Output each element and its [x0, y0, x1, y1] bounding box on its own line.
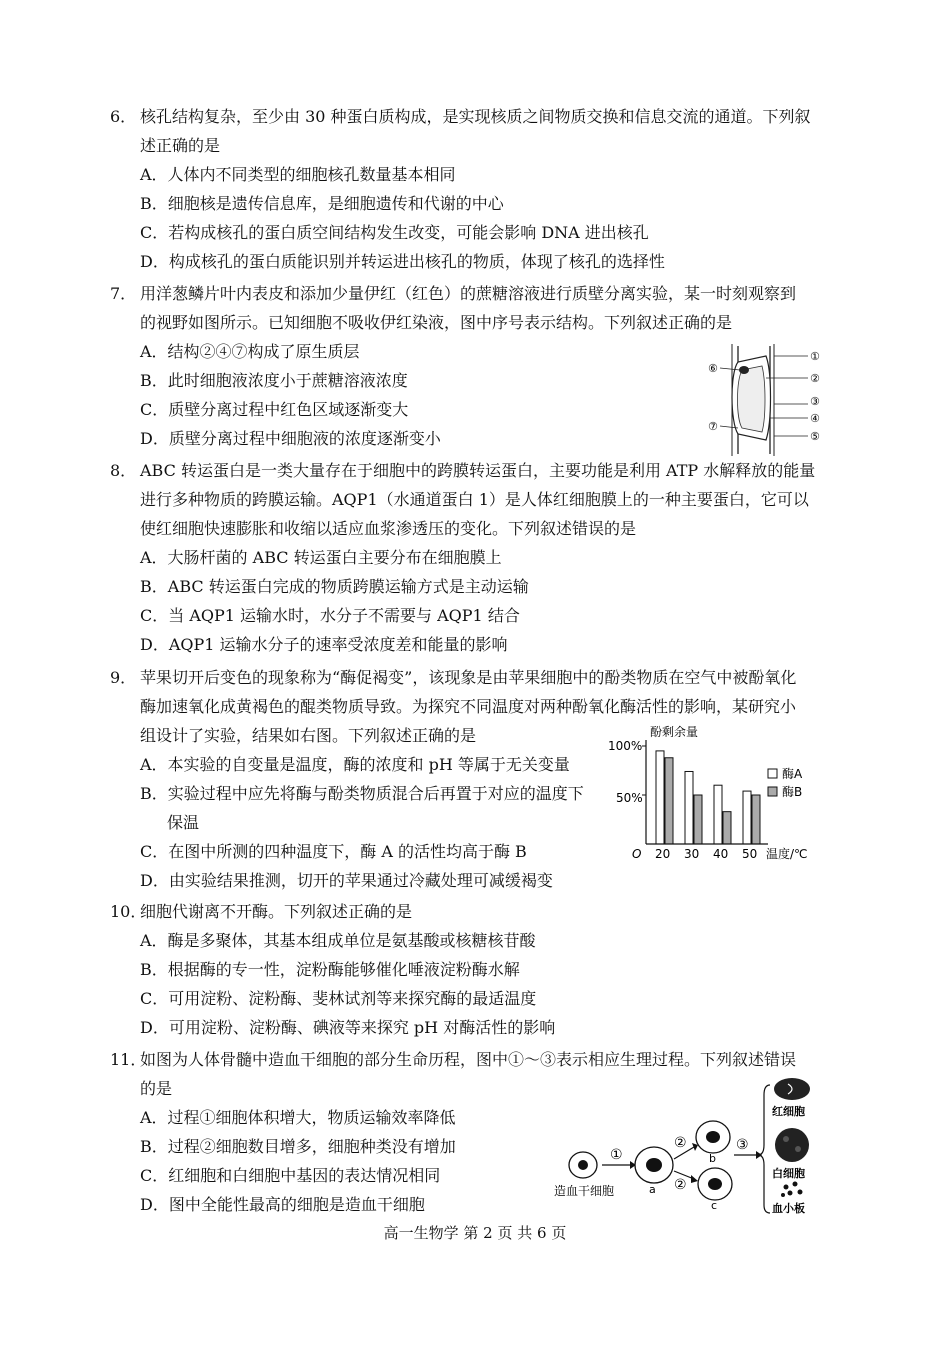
- bar-b-30: [694, 795, 702, 844]
- option-6c: C．若构成核孔的蛋白质空间结构发生改变，可能会影响 DNA 进出核孔: [140, 223, 649, 242]
- fig7-label-7: ⑦: [708, 420, 718, 433]
- bar-a-40: [714, 785, 722, 844]
- option-10c: C．可用淀粉、淀粉酶、斐林试剂等来探究酶的最适温度: [140, 989, 537, 1008]
- legend-label-b: 酶B: [782, 785, 803, 799]
- bar-b-50: [752, 795, 760, 844]
- chart-ylabel: 酚剩余量: [650, 725, 699, 739]
- wbc-image: [775, 1128, 809, 1162]
- legend-swatch-b: [768, 787, 777, 796]
- x-tick-50: 50: [742, 847, 758, 861]
- fig7-label-1: ①: [810, 350, 820, 363]
- option-8d: D．AQP1 运输水分子的速率受浓度差和能量的影响: [140, 635, 508, 654]
- option-11d: D．图中全能性最高的细胞是造血干细胞: [140, 1195, 425, 1214]
- rbc-label: 红细胞: [772, 1105, 805, 1118]
- option-8c: C．当 AQP1 运输水时，水分子不需要与 AQP1 结合: [140, 606, 520, 625]
- x-tick-30: 30: [684, 847, 700, 861]
- stem-cell-label: 造血干细胞: [554, 1184, 615, 1198]
- question-11-stem: 11．如图为人体骨髓中造血干细胞的部分生命历程，图中①～③表示相应生理过程。下列叙述错误: [110, 1050, 797, 1069]
- fig7-label-5: ⑤: [810, 430, 820, 443]
- option-9a: A．本实验的自变量是温度，酶的浓度和 pH 等属于无关变量: [140, 755, 570, 774]
- process-2b-label: ②: [674, 1177, 687, 1193]
- chart-ytick-50: 50%: [616, 791, 643, 805]
- option-11a: A．过程①细胞体积增大，物质运输效率降低: [140, 1108, 456, 1127]
- fig7-label-2: ②: [810, 372, 820, 385]
- enzyme-chart: [608, 720, 823, 865]
- cell-a-label: a: [649, 1183, 656, 1196]
- question-6-stem: 6． 核孔结构复杂，至少由 30 种蛋白质构成，是实现核质之间物质交换和信息交流的通道。下列叙: [110, 107, 811, 126]
- platelets-label: 血小板: [772, 1202, 805, 1215]
- process-3-label: ③: [736, 1137, 749, 1153]
- option-6d: D．构成核孔的蛋白质能识别并转运进出核孔的物质，体现了核孔的选择性: [140, 252, 665, 271]
- option-6a: A．人体内不同类型的细胞核孔数量基本相同: [140, 165, 456, 184]
- bar-a-30: [685, 771, 693, 844]
- option-8b: B．ABC 转运蛋白完成的物质跨膜运输方式是主动运输: [140, 577, 529, 596]
- fig7-label-3: ③: [810, 395, 820, 408]
- option-9b: B．实验过程中应先将酶与酚类物质混合后再置于对应的温度下: [140, 784, 584, 803]
- chart-origin: O: [632, 847, 642, 861]
- cell-b-label: b: [709, 1152, 716, 1165]
- brace: [758, 1085, 770, 1213]
- question-9-stem-cont2: 组设计了实验，结果如右图。下列叙述正确的是: [140, 726, 477, 745]
- option-7c: C．质壁分离过程中红色区域逐渐变大: [140, 400, 409, 419]
- question-6: [110, 102, 830, 276]
- chart-ytick-100: 100%: [608, 739, 643, 753]
- option-7d: D．质壁分离过程中细胞液的浓度逐渐变小: [140, 429, 441, 448]
- bar-a-50: [743, 791, 751, 844]
- option-10d: D．可用淀粉、淀粉酶、碘液等来探究 pH 对酶活性的影响: [140, 1018, 556, 1037]
- option-10b: B．根据酶的专一性，淀粉酶能够催化唾液淀粉酶水解: [140, 960, 520, 979]
- option-6b: B．细胞核是遗传信息库，是细胞遗传和代谢的中心: [140, 194, 504, 213]
- bar-b-20: [665, 758, 673, 844]
- process-2a-label: ②: [674, 1135, 687, 1151]
- option-9b-cont: 保温: [167, 813, 200, 832]
- question-11-stem-cont: 的是: [140, 1079, 173, 1098]
- question-9-stem: 9． 苹果切开后变色的现象称为“酶促褐变”，该现象是由苹果细胞中的酚类物质在空气中被酚氧化: [110, 668, 797, 687]
- plasmolysis-figure: [708, 342, 828, 460]
- option-7a: A．结构②④⑦构成了原生质层: [140, 342, 360, 361]
- question-7-stem: 7． 用洋葱鳞片叶内表皮和添加少量伊红（红色）的蔗糖溶液进行质壁分离实验，某一时刻观察到: [110, 284, 797, 303]
- option-9d: D．由实验结果推测，切开的苹果通过冷藏处理可减缓褐变: [140, 871, 553, 890]
- question-8: [110, 456, 830, 659]
- question-10-stem: 10．细胞代谢离不开酶。下列叙述正确的是: [110, 902, 413, 921]
- question-8-stem-cont1: 进行多种物质的跨膜运输。AQP1（水通道蛋白 1）是人体红细胞膜上的一种主要蛋白，它可以: [140, 490, 809, 509]
- question-7-stem-cont: 的视野如图所示。已知细胞不吸收伊红染液，图中序号表示结构。下列叙述正确的是: [140, 313, 733, 332]
- legend-swatch-a: [768, 769, 777, 778]
- fig7-label-4: ④: [810, 412, 820, 425]
- chart-xlabel: 温度/℃: [766, 847, 808, 861]
- question-9-stem-cont1: 酶加速氧化成黄褐色的醌类物质导致。为探究不同温度对两种酚氧化酶活性的影响，某研究小: [140, 697, 797, 716]
- question-8-stem-cont2: 使红细胞快速膨胀和收缩以适应血浆渗透压的变化。下列叙述错误的是: [140, 519, 637, 538]
- page-footer: 高一生物学 第 2 页 共 6 页: [383, 1224, 567, 1242]
- bar-b-40: [723, 812, 731, 844]
- legend-label-a: 酶A: [782, 767, 803, 781]
- fig7-label-6: ⑥: [708, 362, 718, 375]
- platelets-image: [781, 1182, 803, 1198]
- x-tick-20: 20: [655, 847, 671, 861]
- question-8-stem: 8． ABC 转运蛋白是一类大量存在于细胞中的跨膜转运蛋白，主要功能是利用 ATP 水解释放的能量: [110, 461, 816, 480]
- bar-a-20: [656, 751, 664, 844]
- cell-c-label: c: [711, 1199, 718, 1212]
- question-6-stem-cont: 述正确的是: [140, 136, 221, 155]
- question-10: [110, 897, 830, 1042]
- option-10a: A．酶是多聚体，其基本组成单位是氨基酸或核糖核苷酸: [140, 931, 536, 950]
- process-1-label: ①: [610, 1147, 623, 1163]
- option-7b: B．此时细胞液浓度小于蔗糖溶液浓度: [140, 371, 408, 390]
- x-tick-40: 40: [713, 847, 729, 861]
- option-11b: B．过程②细胞数目增多，细胞种类没有增加: [140, 1137, 456, 1156]
- option-8a: A．大肠杆菌的 ABC 转运蛋白主要分布在细胞膜上: [140, 548, 502, 567]
- option-11c: C．红细胞和白细胞中基因的表达情况相同: [140, 1166, 441, 1185]
- option-9c: C．在图中所测的四种温度下，酶 A 的活性均高于酶 B: [140, 842, 527, 861]
- hematopoiesis-figure: [552, 1075, 822, 1215]
- wbc-label: 白细胞: [772, 1167, 805, 1180]
